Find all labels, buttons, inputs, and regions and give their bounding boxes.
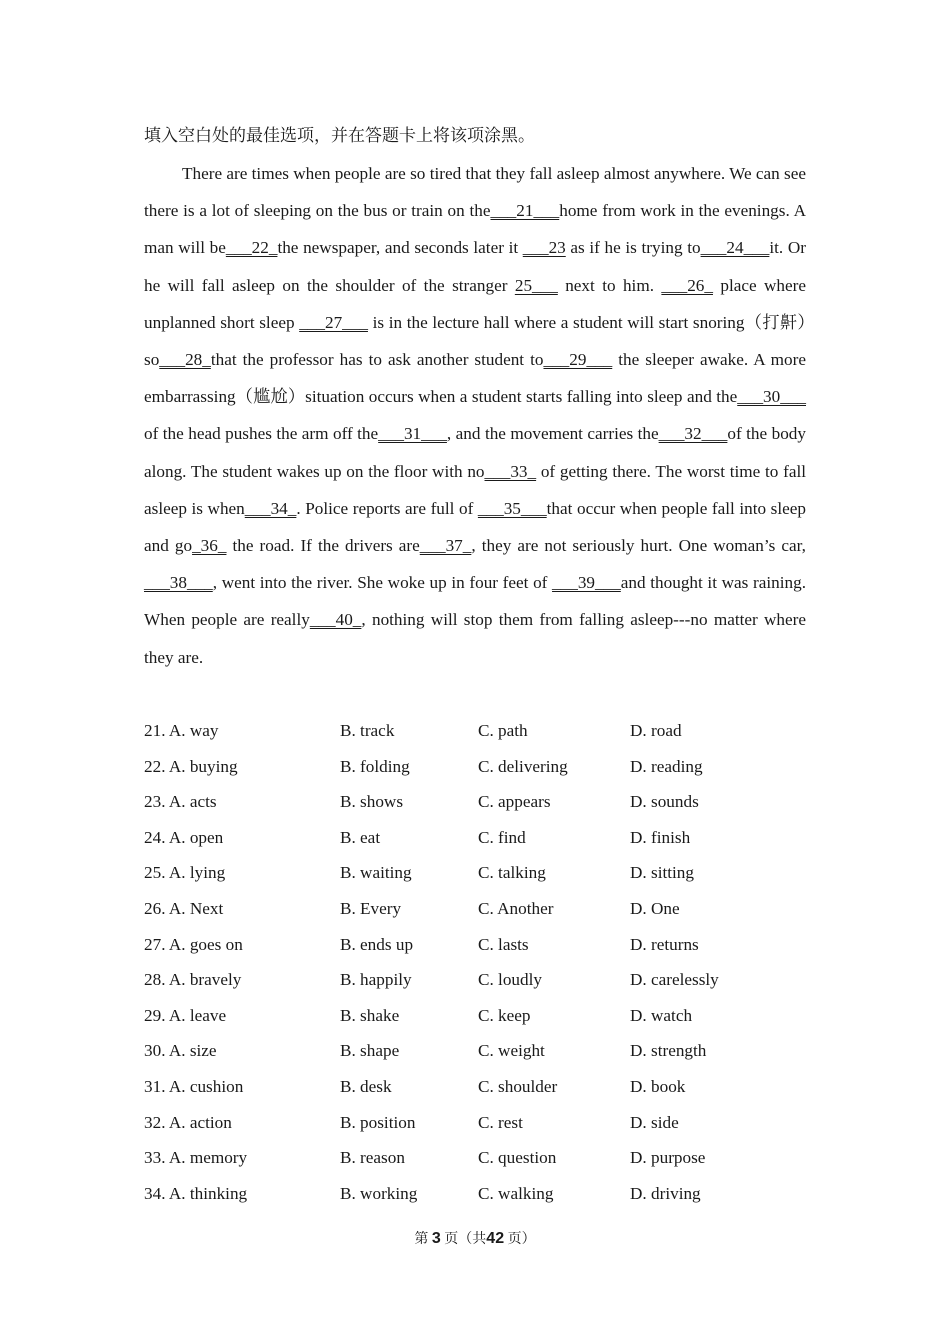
answer-blank: ___40_ (309, 610, 362, 630)
option-a: 31. A. cushion (144, 1076, 244, 1096)
option-a: 34. A. thinking (144, 1183, 248, 1203)
option-d: D. strength (630, 1041, 707, 1061)
passage-text: of getting there. The worst time to fall asleep is when (144, 461, 806, 518)
option-d: D. road (630, 721, 682, 740)
question-row (144, 1038, 804, 1074)
answer-blank: ___38___ (144, 573, 213, 593)
option-c: C. question (478, 1148, 557, 1168)
option-a: 32. A. action (144, 1112, 232, 1132)
option-b: B. shows (340, 792, 404, 812)
answer-blank: ___39___ (552, 573, 621, 593)
passage-text: the sleeper awake. A more embarrassing（尴尬）situation occurs when a student starts falling into sleep and the (144, 350, 807, 407)
answer-blank: ___27___ (299, 312, 368, 332)
answer-blank: ___37_ (419, 536, 472, 556)
passage-text: that occur when people fall into sleep and go (144, 498, 806, 556)
page-footer (0, 1228, 950, 1251)
answer-blank: ___29___ (543, 350, 613, 370)
question-row (144, 860, 804, 896)
passage-text: of the head pushes the arm off the (144, 424, 379, 444)
option-b: B. folding (340, 756, 410, 776)
option-b: B. eat (340, 827, 381, 847)
option-b: B. reason (340, 1148, 405, 1168)
option-d: D. sitting (630, 863, 694, 883)
option-a: 28. A. bravely (144, 970, 242, 990)
passage-text: as if he is trying to (565, 238, 701, 258)
answer-options (144, 718, 804, 1216)
answer-blank: ___30___ (737, 387, 806, 407)
question-row (144, 1181, 804, 1217)
answer-blank: ___28_ (159, 350, 211, 370)
question-row (144, 789, 804, 825)
option-c: C. weight (478, 1041, 545, 1061)
option-c: C. delivering (478, 756, 568, 776)
option-a: 25. A. lying (144, 863, 226, 883)
option-c: C. shoulder (478, 1076, 558, 1096)
option-c: C. find (478, 827, 526, 847)
instruction-text: 填入空白处的最佳选项，并在答题卡上将该项涂黑。 (144, 126, 535, 145)
answer-blank: ___31___ (378, 424, 447, 444)
question-row (144, 825, 804, 861)
option-b: B. position (340, 1112, 416, 1132)
passage-text: it. Or he will fall asleep on the shoulder of the stranger (144, 238, 806, 295)
option-d: D. watch (630, 1005, 693, 1025)
option-c: C. loudly (478, 970, 542, 990)
option-b: B. track (340, 721, 395, 740)
option-b: B. ends up (340, 934, 414, 954)
question-row (144, 967, 804, 1003)
answer-blank: ___32___ (658, 424, 728, 444)
option-a: 29. A. leave (144, 1005, 227, 1025)
passage-text: the road. If the drivers are (226, 536, 420, 556)
passage-text: place where unplanned short sleep (144, 275, 807, 332)
passage-text: , nothing will stop them from falling asleep---no matter where they are. (144, 610, 806, 667)
footer-prefix: 第 (414, 1232, 429, 1247)
total-pages-number: 42 (486, 1230, 505, 1247)
option-d: D. sounds (630, 792, 699, 812)
option-c: C. keep (478, 1005, 531, 1025)
option-d: D. purpose (630, 1148, 706, 1168)
option-a: 23. A. acts (144, 792, 217, 812)
option-d: D. finish (630, 827, 691, 847)
question-row (144, 1110, 804, 1146)
cloze-passage (144, 155, 806, 676)
answer-blank: 25___ (514, 275, 558, 295)
passage-text: . Police reports are full of (296, 498, 478, 518)
option-a: 27. A. goes on (144, 934, 243, 954)
option-b: B. waiting (340, 863, 412, 883)
option-a: 21. A. way (144, 721, 219, 740)
option-c: C. lasts (478, 934, 529, 954)
option-a: 30. A. size (144, 1041, 217, 1061)
option-c: C. Another (478, 898, 554, 918)
passage-text: that the professor has to ask another student to (210, 350, 544, 370)
passage-text: of the body along. The student wakes up on the floor with no (144, 424, 806, 481)
option-b: B. happily (340, 970, 412, 990)
footer-suffix: 页） (507, 1232, 536, 1247)
option-d: D. returns (630, 934, 699, 954)
option-d: D. One (630, 898, 680, 918)
option-c: C. appears (478, 792, 551, 812)
question-row (144, 1145, 804, 1181)
footer-middle: 页（共 (444, 1232, 487, 1247)
passage-text: There are times when people are so tired that they fall asleep almost anywhere. We can see there is a lot of sleeping on the bus or train on the (144, 164, 806, 221)
option-d: D. side (630, 1112, 679, 1132)
passage-text: and thought it was raining. When people are really (144, 573, 806, 630)
answer-blank: ___35___ (477, 498, 547, 518)
answer-blank: ___34_ (244, 498, 297, 518)
answer-blank: ___23 (522, 238, 566, 258)
question-row (144, 1003, 804, 1039)
question-row (144, 896, 804, 932)
option-c: C. talking (478, 863, 546, 883)
passage-text: , they are not seriously hurt. One woman’s car, (471, 536, 806, 556)
question-row (144, 932, 804, 968)
option-a: 26. A. Next (144, 898, 224, 918)
answer-blank: ___26_ (661, 275, 713, 295)
option-c: C. rest (478, 1112, 523, 1132)
option-b: B. desk (340, 1076, 392, 1096)
passage-text: is in the lecture hall where a student will start snoring（打鼾）so (144, 312, 806, 370)
option-a: 24. A. open (144, 827, 224, 847)
option-d: D. book (630, 1076, 686, 1096)
answer-blank: ___33_ (484, 461, 537, 481)
option-d: D. carelessly (630, 970, 719, 990)
option-b: B. working (340, 1183, 418, 1203)
option-d: D. reading (630, 756, 703, 776)
option-c: C. path (478, 721, 528, 740)
option-b: B. shake (340, 1005, 400, 1025)
passage-text: , and the movement carries the (446, 424, 659, 444)
option-b: B. shape (340, 1041, 400, 1061)
passage-text: , went into the river. She woke up in four feet of (212, 573, 553, 593)
option-a: 22. A. buying (144, 756, 238, 776)
question-row (144, 754, 804, 790)
passage-text: home from work in the evenings. A man will be (144, 201, 806, 258)
option-a: 33. A. memory (144, 1148, 248, 1168)
option-c: C. walking (478, 1183, 554, 1203)
option-b: B. Every (340, 898, 402, 918)
option-d: D. driving (630, 1183, 701, 1203)
answer-blank: ___21___ (490, 201, 560, 221)
question-row (144, 718, 804, 754)
answer-blank: ___22_ (225, 238, 278, 258)
passage-text: next to him. (557, 275, 662, 295)
question-row (144, 1074, 804, 1110)
passage-text: the newspaper, and seconds later it (277, 238, 523, 258)
answer-blank: _36_ (192, 536, 227, 556)
answer-blank: ___24___ (700, 238, 770, 258)
current-page-number: 3 (431, 1230, 441, 1247)
